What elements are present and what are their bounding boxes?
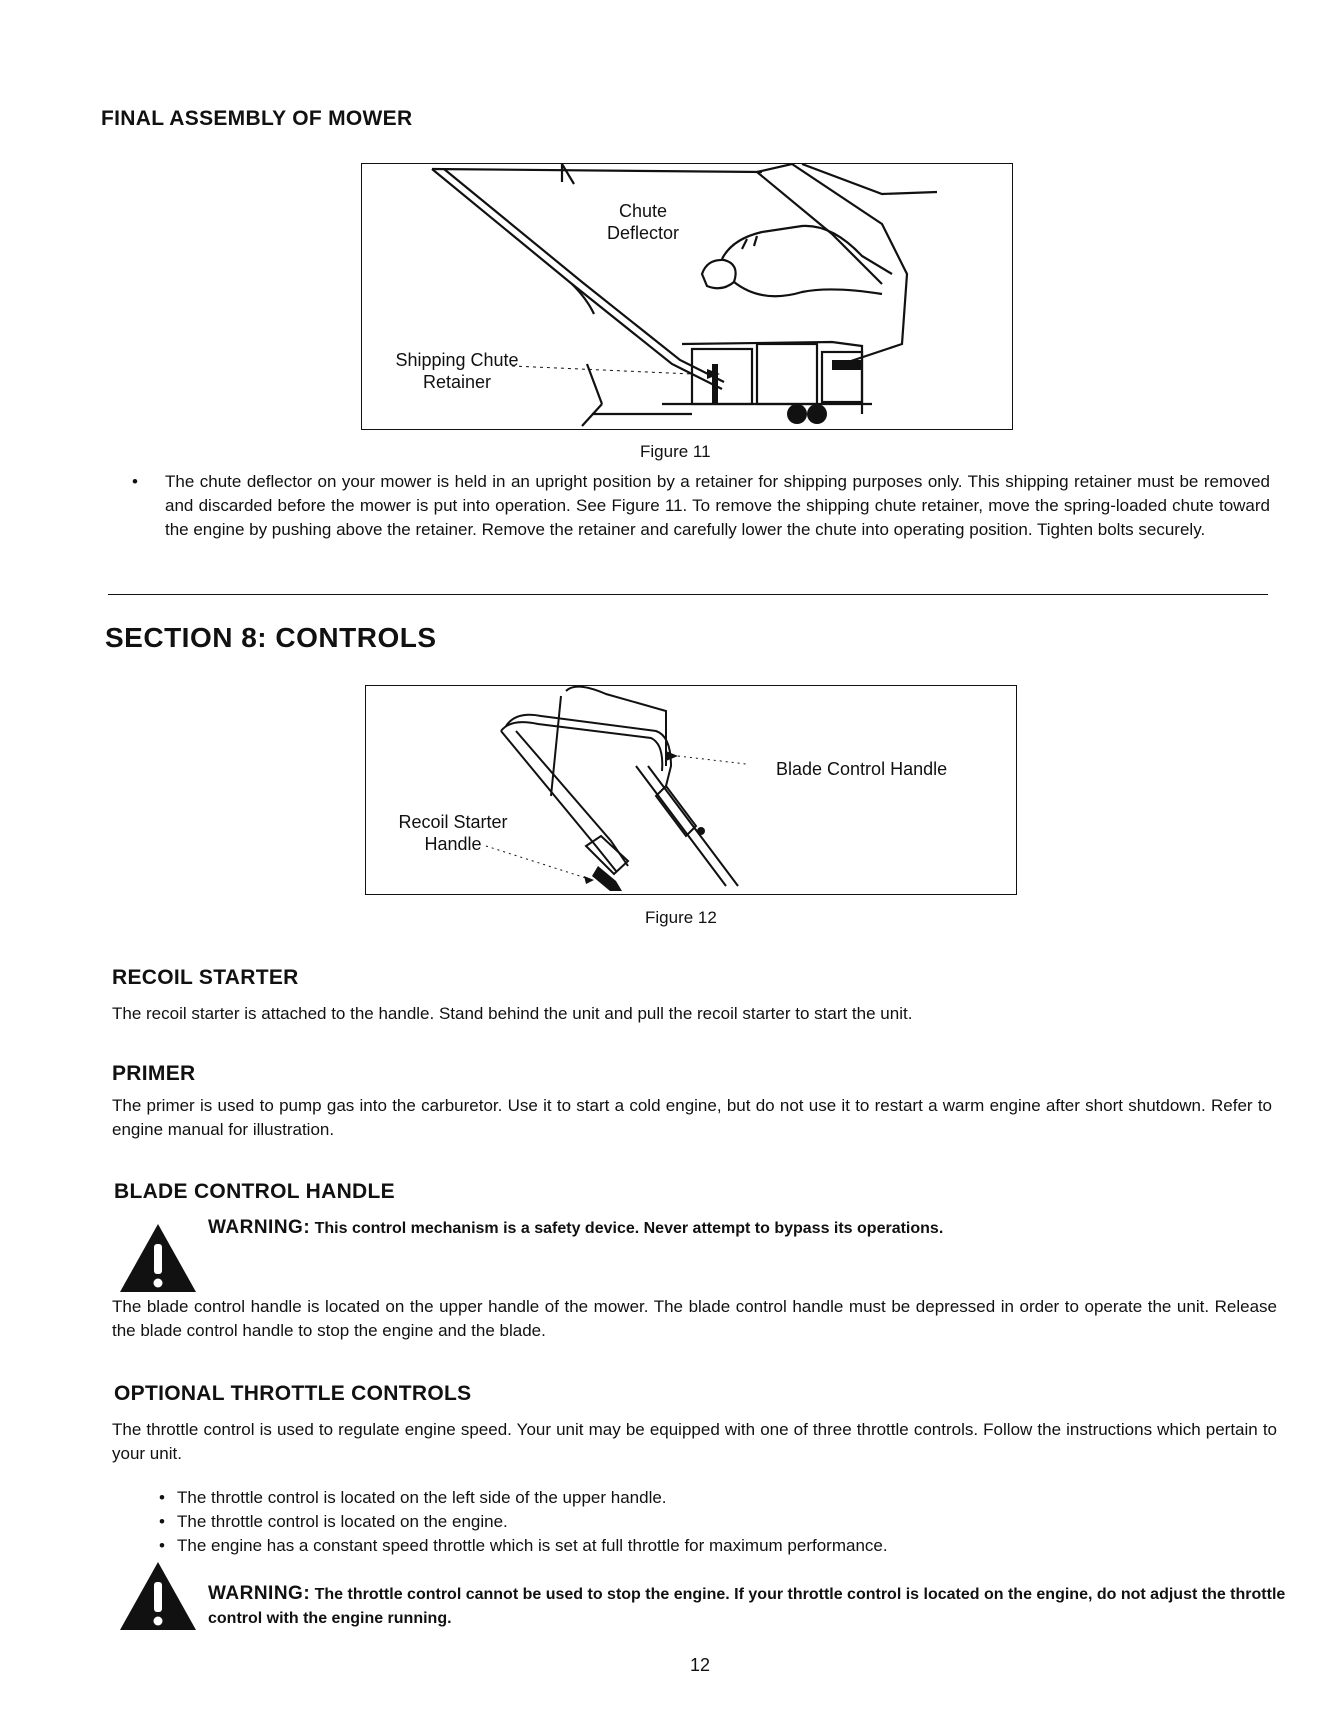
optional-throttle-heading: OPTIONAL THROTTLE CONTROLS: [114, 1382, 472, 1405]
blade-warning-text: This control mechanism is a safety device. Never attempt to bypass its operations.: [314, 1220, 944, 1237]
shipping-chute-retainer-label-line2: Retainer: [422, 372, 492, 392]
recoil-starter-handle-label-line2: Handle: [424, 834, 482, 854]
throttle-warning: [208, 1582, 1288, 1631]
throttle-warning-text: The throttle control cannot be used to stop the engine. If your throttle control is located on the engine, do not adjust the throttle control with the engine running.: [208, 1586, 1286, 1627]
throttle-option: • The engine has a constant speed throttle which is set at full throttle for maximum performance.: [155, 1534, 1255, 1558]
throttle-option: • The throttle control is located on the left side of the upper handle.: [155, 1486, 1255, 1510]
blade-warning-label: WARNING:: [208, 1217, 311, 1238]
blade-warning: [208, 1216, 1268, 1241]
chute-deflector-text: The chute deflector on your mower is held in an upright position by a retainer for shipping purposes only. This shipping retainer must be removed and discarded before the mower is put into operation. See Figure 11. To remove the shipping chute retainer, move the spring-loaded chute toward the engine by pushing above the retainer. Remove the retainer and carefully lower the chute into operating position. Tighten bolts securely.: [165, 472, 1270, 539]
page-number: 12: [690, 1655, 711, 1675]
chute-deflector-label: [588, 200, 698, 244]
recoil-starter-handle-label: [378, 811, 528, 855]
shipping-chute-retainer-label-line1: Shipping Chute: [395, 350, 519, 370]
chute-deflector-label-line1: Chute: [618, 201, 668, 221]
final-assembly-heading: FINAL ASSEMBLY OF MOWER: [101, 107, 413, 130]
chute-deflector-label-line2: Deflector: [606, 223, 680, 243]
figure-12: [365, 685, 1017, 895]
figure-12-illustration: [366, 686, 1016, 894]
primer-heading: PRIMER: [112, 1062, 196, 1085]
figure-12-caption: Figure 12: [645, 908, 717, 927]
figure-11-caption: Figure 11: [640, 442, 711, 461]
chute-deflector-paragraph: [132, 470, 1270, 542]
optional-throttle-text: The throttle control is used to regulate engine speed. Your unit may be equipped with one of three throttle controls. Follow the instructions which pertain to your unit.: [112, 1420, 1277, 1463]
blade-control-text: The blade control handle is located on the upper handle of the mower. The blade control handle must be depressed in order to operate the unit. Release the blade control handle to stop the engine and the blade.: [112, 1297, 1277, 1340]
recoil-starter-handle-label-line1: Recoil Starter: [398, 812, 508, 832]
recoil-starter-text: The recoil starter is attached to the handle. Stand behind the unit and pull the recoil starter to start the unit.: [112, 1004, 913, 1023]
shipping-chute-retainer-label: [382, 349, 532, 393]
blade-control-handle-label: Blade Control Handle: [776, 759, 948, 779]
throttle-option: • The throttle control is located on the engine.: [155, 1510, 1255, 1534]
throttle-options-list: [155, 1486, 1255, 1558]
figure-11: [361, 163, 1013, 430]
recoil-starter-heading: RECOIL STARTER: [112, 966, 299, 989]
bullet-marker: •: [132, 472, 138, 491]
primer-text: The primer is used to pump gas into the carburetor. Use it to start a cold engine, but do not use it to restart a warm engine after short shutdown. Refer to engine manual for illustration.: [112, 1096, 1272, 1139]
warning-icon: [118, 1222, 198, 1299]
section-divider: [108, 594, 1268, 595]
section-8-heading: SECTION 8: CONTROLS: [105, 622, 437, 653]
throttle-warning-label: WARNING:: [208, 1583, 311, 1604]
warning-icon: [118, 1560, 198, 1637]
blade-control-heading: BLADE CONTROL HANDLE: [114, 1180, 395, 1203]
